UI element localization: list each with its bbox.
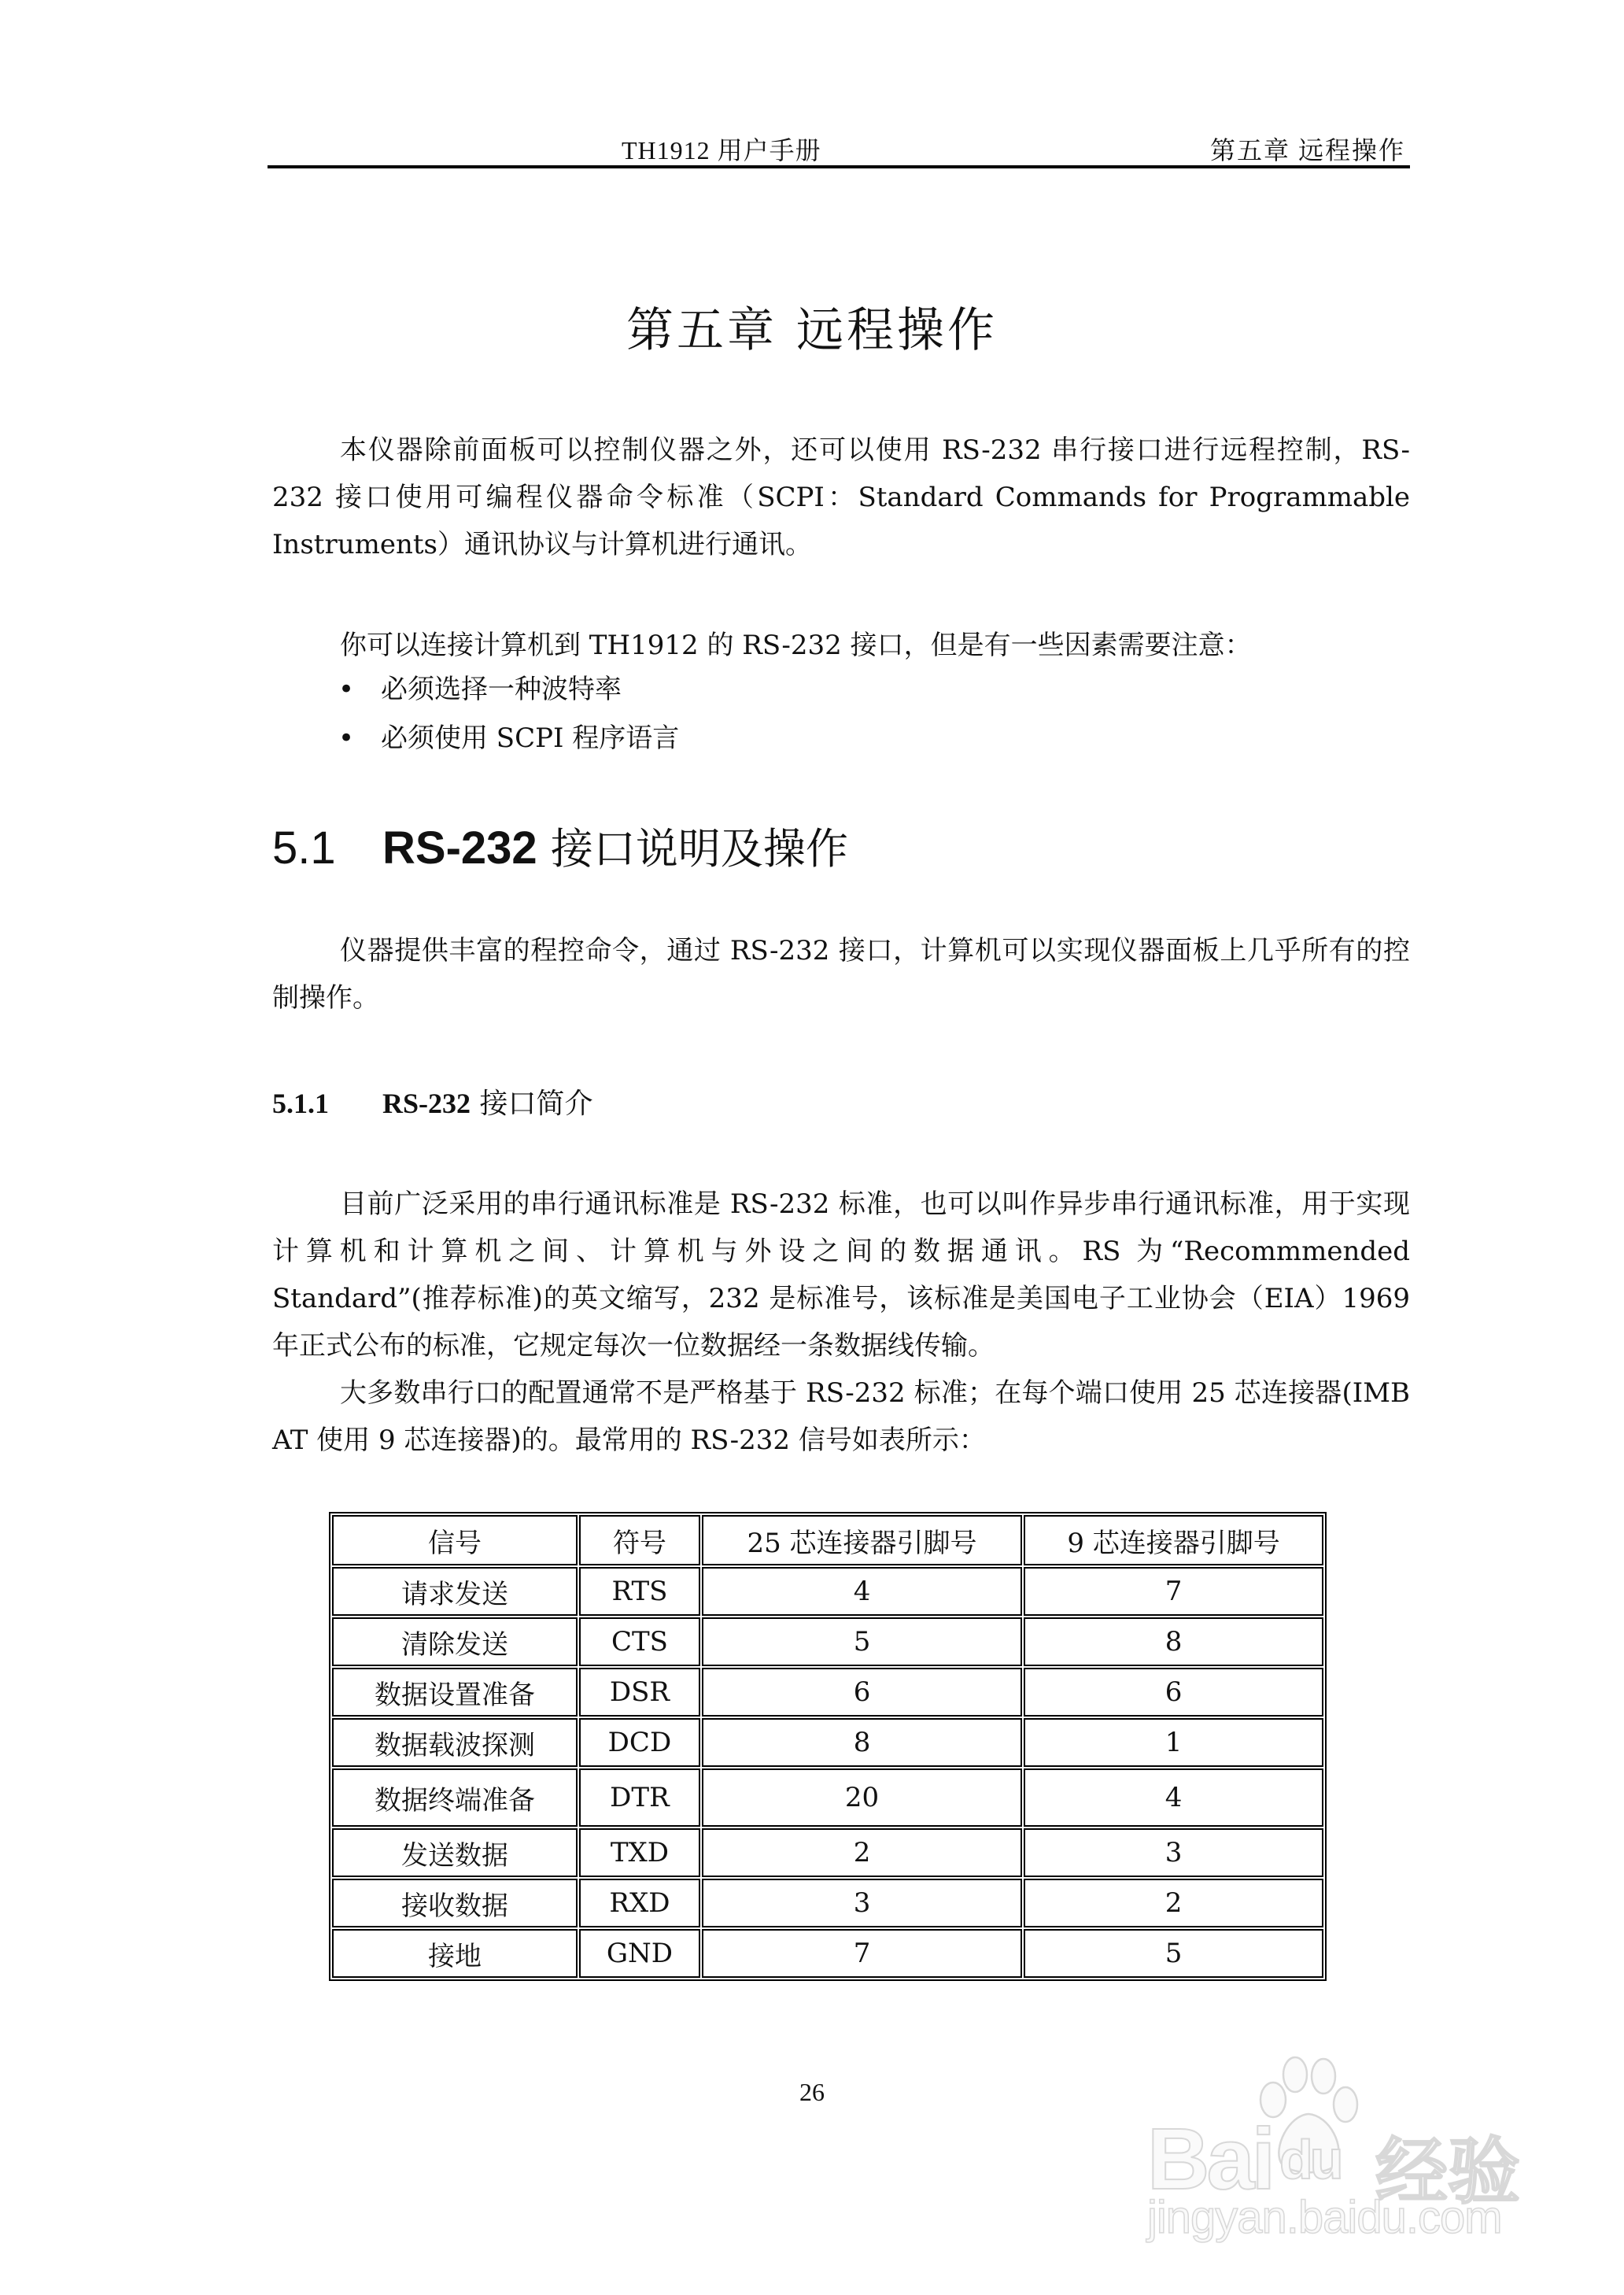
baidu-jingyan-watermark xyxy=(1147,2053,1525,2241)
page-number: 26 xyxy=(799,2078,825,2106)
cell-9pin: 8 xyxy=(1024,1617,1323,1666)
cell-25pin: 7 xyxy=(702,1929,1022,1978)
subsection-number: 5.1.1 xyxy=(272,1088,329,1119)
rs232-signal-table xyxy=(329,1512,1327,1981)
cell-symbol: RTS xyxy=(579,1567,700,1616)
cell-9pin: 5 xyxy=(1024,1929,1323,1978)
cell-9pin: 1 xyxy=(1024,1718,1323,1767)
watermark-brand-cn: 经验 xyxy=(1375,2130,1521,2214)
column-header-9pin: 9 芯连接器引脚号 xyxy=(1024,1515,1323,1565)
cell-signal: 接收数据 xyxy=(332,1879,578,1927)
column-header-signal: 信号 xyxy=(332,1515,578,1565)
cell-symbol: TXD xyxy=(579,1828,700,1877)
cell-25pin: 6 xyxy=(702,1668,1022,1717)
intro-paragraph-2: 你可以连接计算机到 TH1912 的 RS-232 接口，但是有一些因素需要注意： xyxy=(340,630,1252,661)
list-item xyxy=(338,714,679,763)
subsection-title-cjk: 接口简介 xyxy=(471,1088,593,1120)
cell-signal: 清除发送 xyxy=(332,1617,578,1666)
chapter-number: 第五章 xyxy=(626,303,777,358)
cell-25pin: 8 xyxy=(702,1718,1022,1767)
section-title-cjk: 接口说明及操作 xyxy=(537,824,848,874)
cell-25pin: 2 xyxy=(702,1828,1022,1877)
header-chapter-title: 第五章 远程操作 xyxy=(1209,136,1405,164)
watermark-brand-du: du xyxy=(1279,2129,1341,2190)
bullet-icon: • xyxy=(338,674,355,705)
cell-25pin: 4 xyxy=(702,1567,1022,1616)
cell-9pin: 6 xyxy=(1024,1668,1323,1717)
table-row xyxy=(332,1828,1323,1877)
cell-25pin: 20 xyxy=(702,1768,1022,1827)
subsection-title-latin: RS-232 xyxy=(382,1088,471,1119)
cell-symbol: DCD xyxy=(579,1718,700,1767)
table-header-row xyxy=(332,1515,1323,1565)
table-row xyxy=(332,1879,1323,1927)
cell-signal: 接地 xyxy=(332,1929,578,1978)
table-row xyxy=(332,1567,1323,1616)
table-row xyxy=(332,1929,1323,1978)
cell-symbol: DSR xyxy=(579,1668,700,1717)
chapter-title xyxy=(0,293,1624,360)
section-5-1-paragraph: 仪器提供丰富的程控命令，通过 RS-232 接口，计算机可以实现仪器面板上几乎所有的控制操作。 xyxy=(272,935,1410,1014)
bullet-icon: • xyxy=(338,722,355,754)
table-row xyxy=(332,1617,1323,1666)
running-header xyxy=(268,128,1410,165)
cell-symbol: DTR xyxy=(579,1768,700,1827)
cell-signal: 请求发送 xyxy=(332,1567,578,1616)
cell-symbol: RXD xyxy=(579,1879,700,1927)
requirements-list xyxy=(338,665,679,763)
section-5-1-1-paragraph-2: 大多数串行口的配置通常不是严格基于 RS-232 标准；在每个端口使用 25 芯连接器(IMB AT 使用 9 芯连接器)的。最常用的 RS-232 信号如表所示： xyxy=(272,1377,1410,1456)
list-item-text: 必须使用 SCPI 程序语言 xyxy=(381,722,680,754)
cell-9pin: 2 xyxy=(1024,1879,1323,1927)
intro-paragraph-1: 本仪器除前面板可以控制仪器之外，还可以使用 RS-232 串行接口进行远程控制，RS-232 接口使用可编程仪器命令标准（SCPI：Standard Commands for Programmable Instruments）通讯协议与计算机进行通讯。 xyxy=(272,434,1410,560)
table-row xyxy=(332,1768,1323,1827)
cell-signal: 数据载波探测 xyxy=(332,1718,578,1767)
cell-25pin: 5 xyxy=(702,1617,1022,1666)
section-heading-5-1 xyxy=(272,815,848,876)
section-title-latin: RS-232 xyxy=(382,822,537,874)
cell-9pin: 4 xyxy=(1024,1768,1323,1827)
cell-symbol: GND xyxy=(579,1929,700,1978)
list-item-text: 必须选择一种波特率 xyxy=(381,674,622,705)
list-item xyxy=(338,665,679,714)
watermark-brand: Bai xyxy=(1147,2111,1273,2208)
header-rule xyxy=(268,165,1410,168)
cell-9pin: 3 xyxy=(1024,1828,1323,1877)
cell-9pin: 7 xyxy=(1024,1567,1323,1616)
cell-25pin: 3 xyxy=(702,1879,1022,1927)
watermark-url: jingyan.baidu.com xyxy=(1147,2192,1502,2243)
section-number: 5.1 xyxy=(272,822,336,874)
cell-symbol: CTS xyxy=(579,1617,700,1666)
cell-signal: 数据终端准备 xyxy=(332,1768,578,1827)
column-header-symbol: 符号 xyxy=(579,1515,700,1565)
section-heading-5-1-1 xyxy=(272,1081,592,1122)
section-5-1-1-paragraph-1: 目前广泛采用的串行通讯标准是 RS-232 标准，也可以叫作异步串行通讯标准，用于实现计算机和计算机之间、计算机与外设之间的数据通讯。RS 为“Recommmended Standard”(推荐标准)的英文缩写，232 是标准号，该标准是美国电子工业协会（EIA）1969 年正式公布的标准，它规定每次一位数据经一条数据线传输。 xyxy=(272,1188,1410,1362)
column-header-25pin: 25 芯连接器引脚号 xyxy=(702,1515,1022,1565)
header-manual-title: TH1912 用户手册 xyxy=(622,136,821,164)
chapter-name: 远程操作 xyxy=(796,303,998,358)
cell-signal: 数据设置准备 xyxy=(332,1668,578,1717)
table-row xyxy=(332,1668,1323,1717)
cell-signal: 发送数据 xyxy=(332,1828,578,1877)
table-row xyxy=(332,1718,1323,1767)
